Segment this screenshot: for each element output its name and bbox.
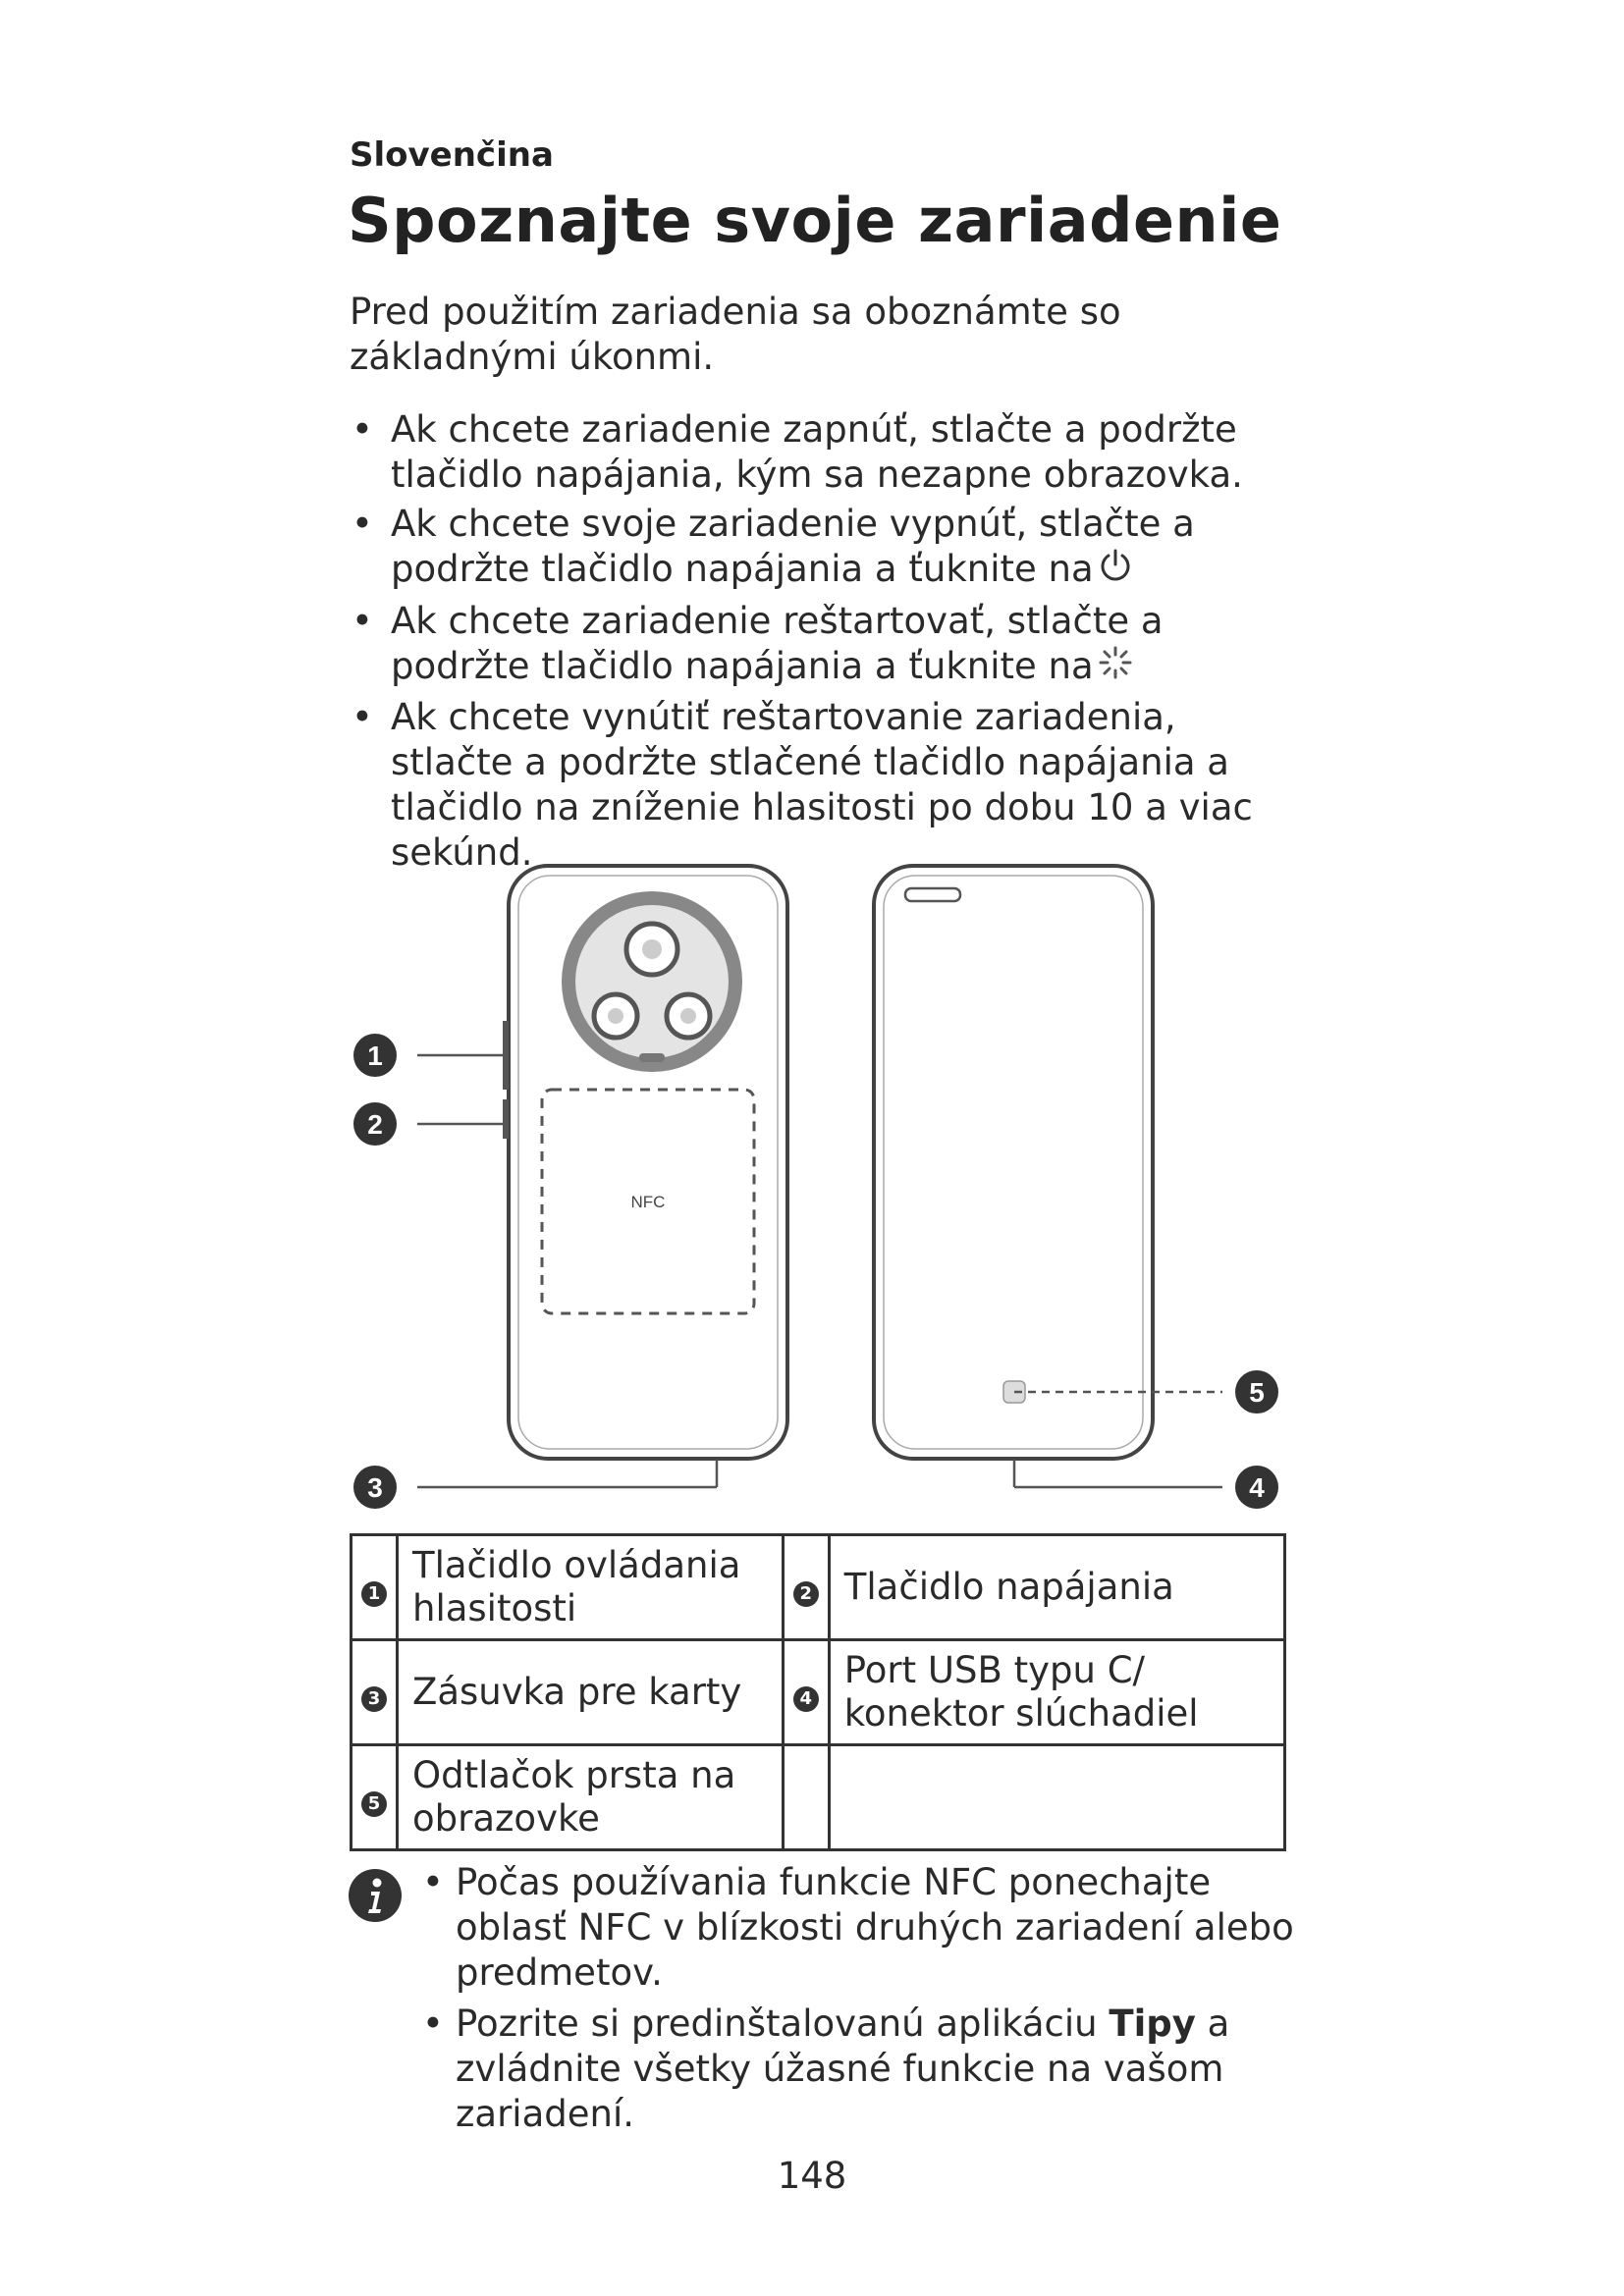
table-row <box>352 1535 1285 1640</box>
part-label: Tlačidlo napájania <box>829 1535 1284 1640</box>
list-item <box>420 1860 1304 1996</box>
list-item <box>350 502 1292 595</box>
intro-text: Pred použitím zariadenia sa oboznámte so základnými úkonmi. <box>350 291 1121 378</box>
note-nfc: Počas používania funkcie NFC ponechajte oblasť NFC v blízkosti druhých zariadení alebo predmetov. <box>456 1861 1294 1994</box>
power-button <box>503 1099 509 1139</box>
part-number-badge: 3 <box>361 1686 387 1712</box>
part-label: Port USB typu C/ konektor slúchadiel <box>829 1640 1284 1745</box>
device-diagram <box>334 854 1306 1522</box>
volume-button <box>503 1021 509 1090</box>
part-label: Tlačidlo ovládania hlasitosti <box>398 1535 784 1640</box>
nfc-label: NFC <box>630 1193 666 1211</box>
svg-text:4: 4 <box>1249 1472 1265 1503</box>
note-tips-after: a zvládnite všetky úžasné funkcie na vašom zariadení. <box>456 2002 1230 2135</box>
svg-text:3: 3 <box>367 1472 383 1503</box>
page-number: 148 <box>777 2155 847 2197</box>
part-number-badge: 5 <box>361 1791 387 1817</box>
empty-cell <box>783 1745 829 1850</box>
list-item <box>420 2002 1304 2137</box>
instruction-force-restart: Ak chcete vynútiť reštartovanie zariadenia, stlačte a podržte stlačené tlačidlo napájania a tlačidlo na zníženie hlasitosti po dobu 10 a viac sekúnd. <box>391 696 1253 874</box>
power-icon <box>1098 547 1133 595</box>
note-tips-before: Pozrite si predinštalovanú aplikáciu <box>456 2002 1110 2045</box>
svg-text:2: 2 <box>367 1109 383 1140</box>
empty-cell <box>829 1745 1284 1850</box>
tips-app-name: Tipy <box>1109 2002 1196 2045</box>
list-item <box>350 695 1292 876</box>
instruction-power-off: Ak chcete svoje zariadenie vypnúť, stlačte a podržte tlačidlo napájania a ťuknite na <box>391 503 1195 590</box>
table-row <box>352 1640 1285 1745</box>
svg-text:1: 1 <box>367 1041 383 1071</box>
notes-list <box>420 1860 1304 2143</box>
callout-4 <box>1235 1466 1278 1509</box>
parts-table <box>350 1533 1286 1851</box>
part-label: Zásuvka pre karty <box>398 1640 784 1745</box>
callout-5 <box>1235 1370 1278 1414</box>
language-label: Slovenčina <box>350 135 554 175</box>
part-number-badge: 1 <box>361 1581 387 1607</box>
list-item <box>350 407 1292 498</box>
instruction-power-on: Ak chcete zariadenie zapnúť, stlačte a podržte tlačidlo napájania, kým sa nezapne obrazovka. <box>391 408 1243 496</box>
svg-text:5: 5 <box>1249 1377 1265 1408</box>
callout-3 <box>353 1466 397 1509</box>
info-icon <box>348 1868 403 1923</box>
instruction-restart: Ak chcete zariadenie reštartovať, stlačte a podržte tlačidlo napájania a ťuknite na <box>391 600 1164 687</box>
page-title: Spoznajte svoje zariadenie <box>348 185 1282 256</box>
phone-front <box>874 866 1153 1459</box>
part-number-badge: 2 <box>793 1581 819 1607</box>
table-row <box>352 1745 1285 1850</box>
list-item <box>350 599 1292 691</box>
instruction-list <box>350 407 1292 880</box>
callout-2 <box>353 1102 397 1146</box>
restart-icon <box>1098 645 1133 691</box>
camera-module <box>562 891 742 1072</box>
front-camera <box>905 888 960 901</box>
part-label: Odtlačok prsta na obrazovke <box>398 1745 784 1850</box>
callout-1 <box>353 1034 397 1077</box>
part-number-badge: 4 <box>793 1686 819 1712</box>
